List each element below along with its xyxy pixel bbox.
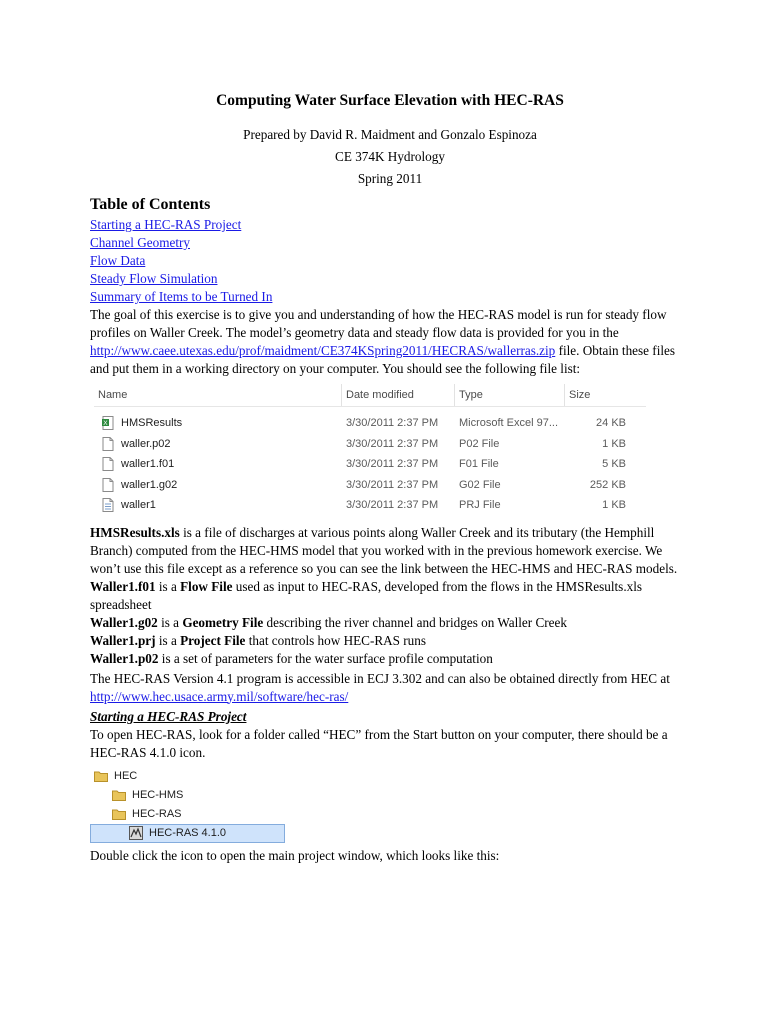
folder-icon xyxy=(112,789,126,801)
document-title: Computing Water Surface Elevation with HEC-RAS xyxy=(216,92,564,109)
column-header-size[interactable]: Size xyxy=(569,389,591,401)
file-size: 5 KB xyxy=(602,458,626,471)
intro-paragraph: The goal of this exercise is to give you and understanding of how the HEC-RAS model is run for steady flow profiles on Waller Creek. The model’s geometry data and steady flow data is provided for you in the http://www.caee.utexas.edu/prof/maidment/CE374KSpring2011/HECRAS/wallerras.zip file. Obtain these files and put them in a working directory on your computer. You should see the following file list: xyxy=(90,307,676,376)
file-type: P02 File xyxy=(459,437,500,450)
file-name: HMSResults xyxy=(121,417,183,430)
tree-item-hec-ras-410[interactable]: HEC-RAS 4.1.0 xyxy=(90,824,285,843)
tree-item-hec[interactable]: HEC xyxy=(90,767,285,786)
tree-item-hec-hms[interactable]: HEC-HMS xyxy=(90,786,285,805)
desc-flow-file: Waller1.f01 is a Flow File used as input to HEC-RAS, developed from the flows in the HMSResults.xls spreadsheet xyxy=(90,578,643,612)
file-icon xyxy=(102,457,114,471)
file-size: 24 KB xyxy=(596,417,626,430)
column-header-name[interactable]: Name xyxy=(94,384,342,406)
file-name: waller.p02 xyxy=(121,437,171,450)
svg-text:X: X xyxy=(103,420,108,428)
section-starting-text: To open HEC-RAS, look for a folder called “HEC” from the Start button on your computer, there should be a HEC-RAS 4.1.0 icon. xyxy=(90,726,668,760)
file-type: Microsoft Excel 97... xyxy=(459,417,559,430)
folder-icon xyxy=(94,770,108,782)
tree-item-hec-ras[interactable]: HEC-RAS xyxy=(90,805,285,824)
file-date: 3/30/2011 2:37 PM xyxy=(346,458,439,471)
file-name: waller1.f01 xyxy=(121,458,175,471)
text-file-icon xyxy=(102,498,114,512)
file-row[interactable] xyxy=(94,475,646,496)
byline-term: Spring 2011 xyxy=(357,171,423,186)
file-icon xyxy=(102,437,114,451)
file-date: 3/30/2011 2:37 PM xyxy=(346,437,439,450)
file-list xyxy=(94,384,646,516)
section-heading-starting: Starting a HEC-RAS Project xyxy=(90,708,247,724)
toc-link-starting[interactable]: Starting a HEC-RAS Project xyxy=(90,217,242,232)
closing-text: Double click the icon to open the main project window, which looks like this: xyxy=(90,847,500,863)
desc-plan-file: Waller1.p02 is a set of parameters for the water surface profile computation xyxy=(90,650,493,666)
file-icon xyxy=(102,478,114,492)
toc-link-summary[interactable]: Summary of Items to be Turned In xyxy=(90,289,273,304)
hec-ras-app-icon xyxy=(129,826,143,840)
byline-course: CE 374K Hydrology xyxy=(335,149,445,164)
file-name: waller1.g02 xyxy=(121,478,178,491)
toc-heading: Table of Contents xyxy=(90,196,211,213)
toc-link-steady-flow[interactable]: Steady Flow Simulation xyxy=(90,271,218,286)
file-row[interactable] xyxy=(94,454,646,475)
file-type: F01 File xyxy=(459,458,499,471)
file-date: 3/30/2011 2:37 PM xyxy=(346,417,439,430)
column-header-type[interactable]: Type xyxy=(455,384,565,406)
file-type: PRJ File xyxy=(459,499,501,512)
table-of-contents xyxy=(90,216,690,306)
file-list-header xyxy=(94,384,646,407)
file-size: 252 KB xyxy=(589,478,626,491)
column-header-date[interactable]: Date modified xyxy=(342,384,455,406)
folder-icon xyxy=(112,808,126,820)
toc-link-flow-data[interactable]: Flow Data xyxy=(90,253,146,268)
byline xyxy=(90,124,690,190)
version-note: The HEC-RAS Version 4.1 program is accessible in ECJ 3.302 and can also be obtained directly from HEC at http://www.hec.usace.army.mil/software/hec-ras/ xyxy=(90,670,670,704)
file-date: 3/30/2011 2:37 PM xyxy=(346,499,439,512)
byline-authors: Prepared by David R. Maidment and Gonzalo Espinoza xyxy=(243,127,537,142)
hec-ras-website-link[interactable]: http://www.hec.usace.army.mil/software/hec-ras/ xyxy=(90,688,349,704)
wallerras-zip-link[interactable]: http://www.caee.utexas.edu/prof/maidment/CE374KSpring2011/HECRAS/wallerras.zip xyxy=(90,343,556,358)
desc-project-file: Waller1.prj is a Project File that controls how HEC-RAS runs xyxy=(90,632,426,648)
desc-hmsresults: HMSResults.xls is a file of discharges at various points along Waller Creek and its tributary (the Hemphill Branch) computed from the HEC-HMS model that you worked with in the previous homework exercise. We won’t use this file except as a reference so you can see the link between the HEC-HMS and HEC-RAS models. xyxy=(90,524,678,576)
folder-tree xyxy=(90,767,285,843)
desc-geometry-file: Waller1.g02 is a Geometry File describing the river channel and bridges on Waller Creek xyxy=(90,614,567,630)
file-type: G02 File xyxy=(459,478,501,491)
file-name: waller1 xyxy=(121,499,156,512)
file-row[interactable] xyxy=(94,413,646,434)
file-size: 1 KB xyxy=(602,499,626,512)
file-row[interactable] xyxy=(94,434,646,455)
file-date: 3/30/2011 2:37 PM xyxy=(346,478,439,491)
file-row[interactable] xyxy=(94,495,646,516)
excel-icon xyxy=(102,416,114,430)
file-size: 1 KB xyxy=(602,437,626,450)
document-page xyxy=(90,92,690,865)
toc-link-channel-geometry[interactable]: Channel Geometry xyxy=(90,235,190,250)
